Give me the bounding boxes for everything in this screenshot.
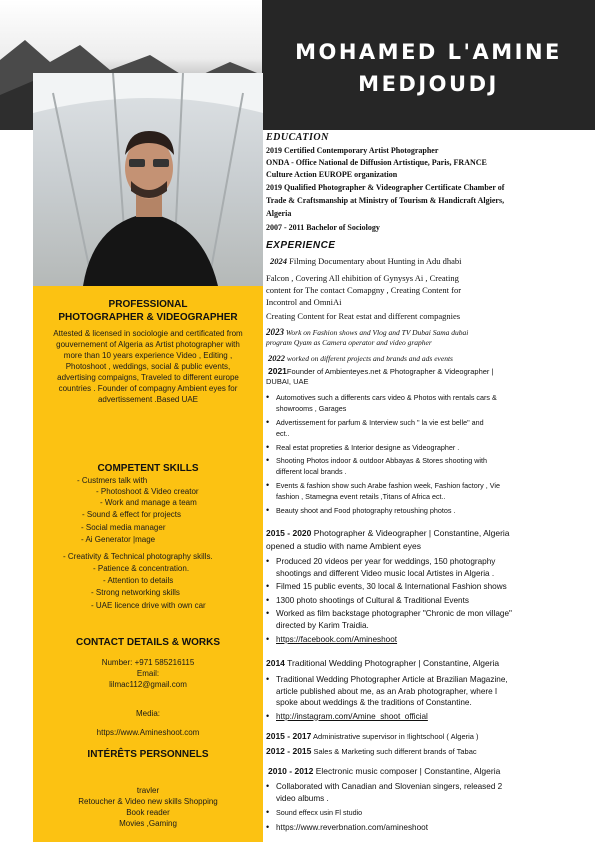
exp-2022-text: worked on different projects and brands and ads events [285,354,453,363]
exp-2010-bullets [266,781,502,833]
exp-2021-bullets [266,392,500,516]
bullet-continuation [266,491,500,502]
skill-item: - Attention to details [103,576,174,585]
bullet-item: • Advertissement for parfum & Interview such " la vie est belle" and [266,417,500,428]
exp-2012-line [266,746,477,756]
exp-2022-line [268,353,453,363]
skill-item: - Custmers talk with [77,476,148,485]
bullet-continuation [266,620,512,632]
contact-section [33,636,263,738]
bullet-item: • Shooting Photos indoor & outdoor Abbayas & Stores shooting with [266,455,500,466]
bullet-continuation [266,428,500,439]
bullet-item: • Sound effecx usin Fl studio [266,807,502,819]
profile-title-2: PHOTOGRAPHER & VIDEOGRAPHER [58,312,238,323]
interest-item: travler [136,786,160,795]
education-line: Trade & Craftsmanship at Ministry of Tourism & Handicraft Algiers, [266,196,505,205]
profile-line: countries . Founder of compagny Ambient eyes for [58,384,238,393]
bullet-text: shootings and different Video music local Artistes in Algeria . [276,568,495,578]
exp-2022-year: 2022 [268,353,285,363]
contact-number: Number: +971 585216115 [101,658,195,667]
exp-2015b-line [266,731,479,741]
exp-2014-line1 [266,658,499,668]
bullet-item: • Collaborated with Canadian and Slovenian singers, released 2 [266,781,502,793]
exp-2023-year: 2023 [266,327,284,337]
education-line: 2019 Certified Contemporary Artist Photographer [266,146,439,155]
bullet-continuation [266,686,508,698]
exp-2015-bullets [266,556,512,646]
exp-2010-year: 2010 - 2012 [268,766,314,776]
exp-2021-title: Founder of Ambienteyes.net & Photographer & Videographer | [286,367,494,376]
exp-2024-text: Filming Documentary about Hunting in Adu dhabi [287,256,462,266]
bullet-item: • Traditional Wedding Photographer Article at Brazilian Magazine, [266,674,508,686]
exp-2021-line1 [268,366,493,376]
experience-heading: EXPERIENCE [266,240,336,251]
profile-line: advertising compaigns, Traveled to different europe [57,373,239,382]
education-line: ONDA - Office National de Diffusion Artistique, Paris, FRANCE [266,158,487,167]
bullet-item: • Automotives such a differents cars video & Photos with rentals cars & [266,392,500,403]
bullet-item: • Worked as film backstage photographer "Chronic de mon village" [266,608,512,620]
interest-item: Movies ,Gaming [119,819,177,828]
skill-item: - Ai Generator |mage [81,535,156,544]
exp-2015-year: 2015 - 2020 [266,528,312,538]
bullet-item: • Produced 20 videos per year for weddings, 150 photography [266,556,512,568]
skill-item: - Creativity & Technical photography skills. [63,552,213,561]
profile-line: Photoshoot , weddings, social & public events, [65,362,231,371]
exp-2024-line4: Incontrol and OmniAi [266,297,342,307]
profile-line: advertissement .Based UAE [97,395,199,404]
name-first: MOHAMED L'AMINE [295,40,562,64]
portrait-photo [33,73,263,286]
exp-2015-line1 [266,528,510,538]
bullet-text: different local brands . [276,467,347,476]
bullet-text: ect.. [276,429,290,438]
bullet-text: showrooms , Garages [276,404,347,413]
exp-2010-title: Electronic music composer | Constantine, Algeria [313,766,501,776]
bullet-continuation [266,403,500,414]
exp-2014-year: 2014 [266,658,285,668]
exp-2012-text: Sales & Marketing such different brands of Tabac [311,747,477,756]
exp-2024-line5: Creating Content for Reat estat and different compagnies [266,311,461,321]
exp-2015b-year: 2015 - 2017 [266,731,312,741]
skill-item: - Work and manage a team [100,498,197,507]
profile-line: gouvernement of Algeria as Artist photographer with [56,340,240,349]
exp-2024-year: 2024 [270,256,287,266]
profile-summary [33,328,263,405]
exp-2021-year: 2021 [268,366,287,376]
bullet-text: fashion , Stamegna event retails ,Titans of Africa ect.. [276,492,446,501]
name-heading [262,36,595,100]
name-last: MEDJOUDJ [358,72,499,96]
exp-2010-line1 [268,766,500,776]
facebook-link[interactable]: • https://facebook.com/Amineshoot [266,634,512,646]
bullet-item: • Beauty shoot and Food photography retoushing photos . [266,505,500,516]
skill-item: - Photoshoot & Video creator [96,487,199,496]
skill-item: - Sound & effect for projects [82,510,182,519]
exp-2015b-text: Administrative supervisor in !lightschool ( Algeria ) [311,732,479,741]
skill-item: - UAE licence drive with own car [91,601,206,610]
exp-2014-bullets [266,674,508,722]
exp-2014-title: Traditional Wedding Photographer | Constantine, Algeria [284,658,500,668]
bullet-text: video albums . [276,793,329,803]
exp-2023-line1 [266,327,468,337]
interest-item: Retoucher & Video new skills Shopping [78,797,218,806]
skills-title [33,462,263,475]
bullet-item: • Real estat propreties & Interior designe as Videographer . [266,442,500,453]
exp-2015-line2: opened a studio with name Ambient eyes [266,541,421,551]
bullet-continuation [266,697,508,709]
education-line: 2007 - 2011 Bachelor of Sociology [266,223,380,232]
skills-heading: COMPETENT SKILLS [97,463,199,474]
skill-item: - Patience & concentration. [93,564,190,573]
bullet-item: • Events & fashion show such Arabe fashion week, Fashion factory , Vie [266,480,500,491]
exp-2023-text: Work on Fashion shows and Vlog and TV Dubai Sama dubai [285,328,469,337]
contact-email[interactable]: lilmac112@gmail.com [109,680,187,689]
education-heading: EDUCATION [266,132,329,143]
education-line: Culture Action EUROPE organization [266,170,398,179]
exp-2023-line2: program Qyam as Camera operator and video grapher [266,338,432,347]
instagram-link[interactable]: • http://instagram.com/Amine_shoot_official [266,711,508,723]
exp-2024-line3: content for The contact Comapgny , Creating Content for [266,285,462,295]
profile-section [33,298,263,405]
interests-heading: INTÉRÊTS PERSONNELS [87,749,209,760]
exp-2021-line2: DUBAI, UAE [266,377,309,386]
profile-line: Attested & licensed in sociologie and certificated from [53,329,243,338]
bullet-text: directed by Karim Traidia. [276,620,369,630]
bullet-continuation [266,466,500,477]
bullet-text: article published about me, as an Arab photographer, where I [276,686,498,696]
bullet-text: spoke about weddings & the traditions of Constantine. [276,698,472,707]
skill-item: - Strong networking skills [91,588,180,597]
contact-media-link[interactable]: https://www.Amineshoot.com [96,728,200,737]
education-line: Algeria [266,209,292,218]
skill-item: - Social media manager [81,523,166,532]
bullet-item: • Filmed 15 public events, 30 local & International Fashion shows [266,581,512,593]
exp-2024-line2: Falcon , Covering All ehibition of Gynysys Ai , Creating [266,273,459,283]
interest-item: Book reader [126,808,170,817]
profile-title-1: PROFESSIONAL [108,299,188,310]
interests-section [33,748,263,829]
exp-2012-year: 2012 - 2015 [266,746,312,756]
bullet-continuation [266,793,502,805]
reverbnation-link[interactable]: • https://www.reverbnation.com/amineshoot [266,822,502,834]
exp-2015-title: Photographer & Videographer | Constantine, Algeria [311,528,510,538]
profile-line: more than 10 years experience Video , Editing , [63,351,233,360]
skills-list [33,475,263,615]
contact-email-label: Email: [136,669,160,678]
contact-media-label: Media: [135,709,160,718]
bullet-item: • 1300 photo shootings of Cultural & Traditional Events [266,595,512,607]
education-line: 2019 Qualified Photographer & Videographer Certificate Chamber of [266,183,505,192]
contact-heading: CONTACT DETAILS & WORKS [75,637,221,648]
bullet-continuation [266,568,512,580]
exp-2024-line1 [270,256,461,266]
